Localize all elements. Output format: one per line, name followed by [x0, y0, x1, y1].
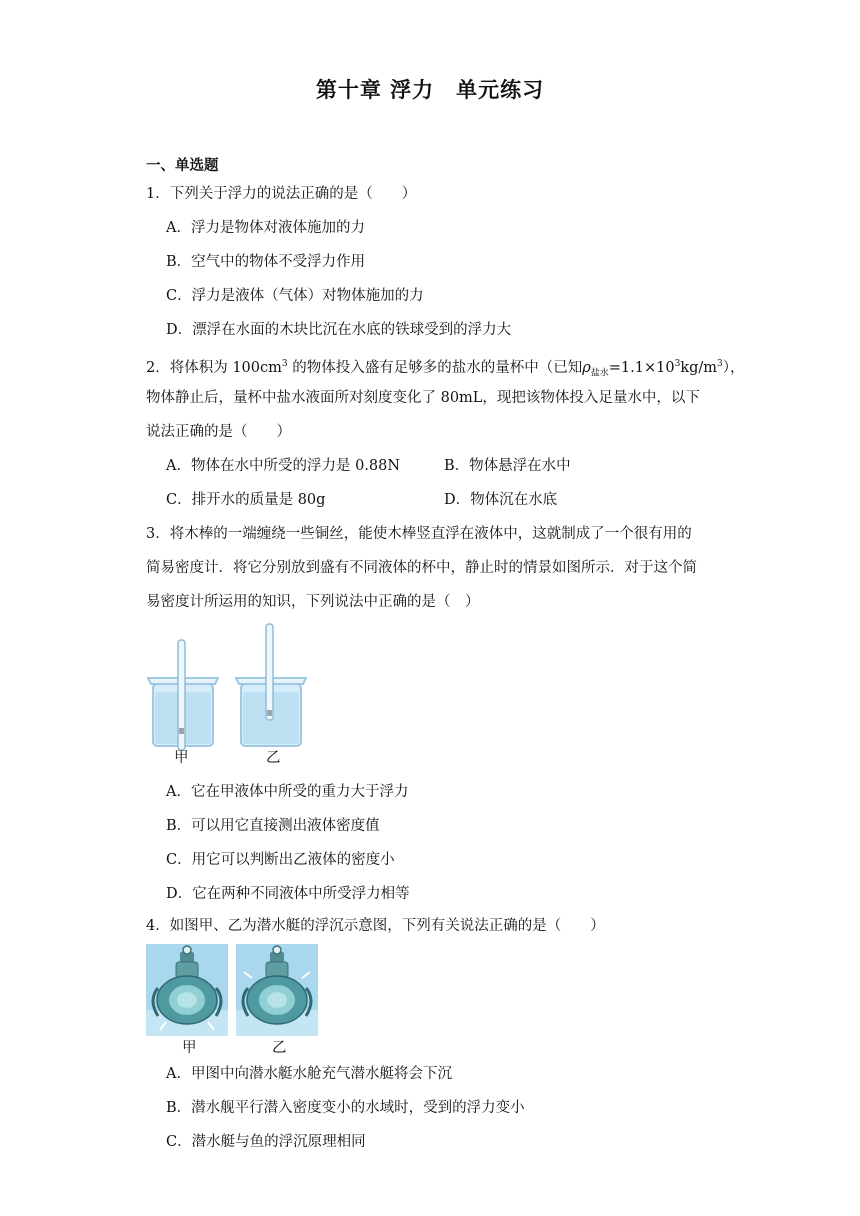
q2-text-c: =1.1×10 — [608, 359, 675, 376]
fig4-label-yi: 乙 — [272, 1040, 287, 1056]
q2-text-b: 的物体投入盛有足够多的盐水的量杯中（已知 — [287, 359, 583, 376]
q2-sup-d: 3 — [717, 359, 723, 369]
rho-subscript: 盐水 — [590, 368, 609, 379]
q4-stem: 4．如图甲、乙为潜水艇的浮沉示意图，下列有关说法正确的是（ ） — [146, 918, 605, 934]
submarine-jia — [146, 944, 228, 1036]
q1-option-c: C．浮力是液体（气体）对物体施加的力 — [166, 288, 424, 304]
q2-option-d: D．物体沉在水底 — [444, 492, 558, 508]
q2-text-a: 2．将体积为 100cm — [146, 359, 282, 376]
q3-option-c: C．用它可以判断出乙液体的密度小 — [166, 852, 395, 868]
q2-stem-line1 — [146, 354, 745, 384]
q2-option-b: B．物体悬浮在水中 — [444, 458, 571, 474]
page-title: 第十章 浮力 单元练习 — [315, 77, 545, 102]
q4-option-a: A．甲图中向潜水艇水舱充气潜水艇将会下沉 — [166, 1066, 452, 1082]
densimeter-figure — [140, 620, 320, 770]
fig4-label-jia: 甲 — [182, 1040, 197, 1056]
beaker-jia — [148, 640, 218, 750]
q4-option-b: B．潜水舰平行潜入密度变小的水域时，受到的浮力变小 — [166, 1100, 525, 1116]
q2-text-d: kg/m — [680, 359, 718, 376]
q3-stem-line3: 易密度计所运用的知识，下列说法中正确的是（ ） — [146, 594, 480, 610]
q2-option-a: A．物体在水中所受的浮力是 0.88N — [166, 458, 401, 474]
q2-sup-c: 3 — [674, 359, 681, 369]
q3-option-a: A．它在甲液体中所受的重力大于浮力 — [166, 784, 409, 800]
fig3-label-yi: 乙 — [266, 750, 281, 766]
section-heading: 一、单选题 — [146, 157, 219, 174]
q4-option-c: C．潜水艇与鱼的浮沉原理相同 — [166, 1134, 366, 1150]
submarine-yi — [236, 944, 318, 1036]
q2-sup-a: 3 — [281, 359, 288, 369]
q3-option-d: D．它在两种不同液体中所受浮力相等 — [166, 886, 410, 902]
beaker-yi — [236, 624, 306, 746]
q1-option-b: B．空气中的物体不受浮力作用 — [166, 254, 366, 270]
fig3-label-jia: 甲 — [174, 750, 189, 766]
q3-stem-line1: 3．将木棒的一端缠绕一些铜丝，能使木棒竖直浮在液体中，这就制成了一个很有用的 — [146, 526, 692, 542]
q2-option-c: C．排开水的质量是 80g — [166, 492, 326, 508]
q2-stem-line3: 说法正确的是（ ） — [146, 424, 291, 440]
q2-stem-line2: 物体静止后，量杯中盐水液面所对刻度变化了 80mL，现把该物体投入足量水中，以下 — [146, 390, 700, 406]
submarine-figure — [146, 944, 320, 1038]
q1-option-d: D．漂浮在水面的木块比沉在水底的铁球受到的浮力大 — [166, 322, 512, 338]
q1-option-a: A．浮力是物体对液体施加的力 — [166, 220, 365, 236]
rho-symbol: ρ — [582, 359, 591, 376]
q2-text-e: ）， — [722, 359, 745, 376]
q3-stem-line2: 简易密度计．将它分别放到盛有不同液体的杯中，静止时的情景如图所示．对于这个简 — [146, 560, 697, 576]
q1-stem: 1．下列关于浮力的说法正确的是（ ） — [146, 186, 417, 202]
q3-option-b: B．可以用它直接测出液体密度值 — [166, 818, 380, 834]
